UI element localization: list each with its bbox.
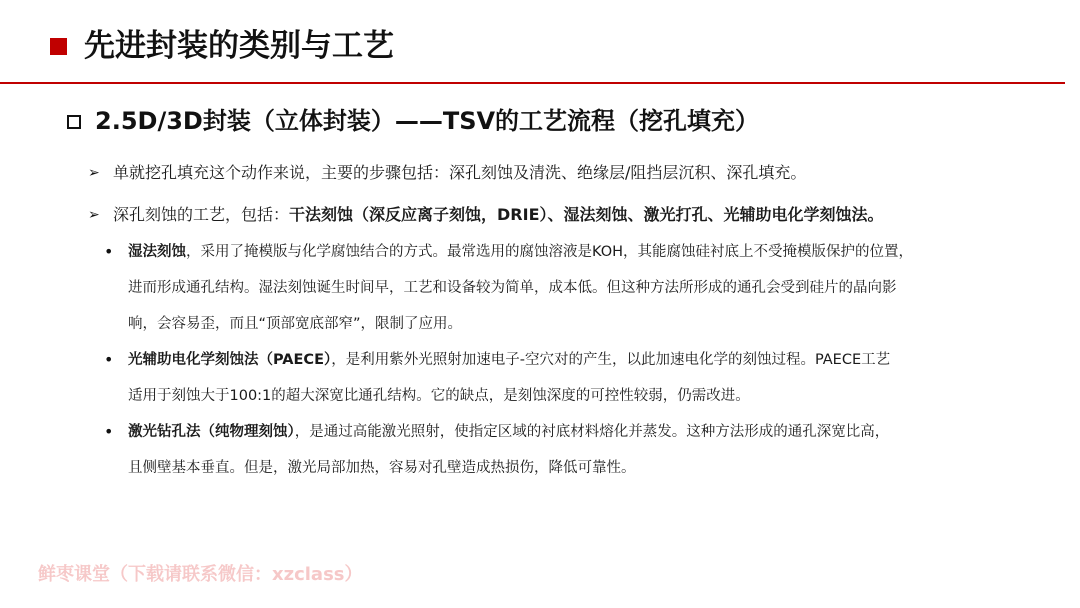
bullet-dot: • xyxy=(104,422,114,441)
footer-watermark: 鲜枣课堂（下载请联系微信：xzclass） xyxy=(38,564,363,585)
line-text: ，是利用紫外光照射加速电子-空穴对的产生，以此加速电化学的刻蚀过程。PAECE工艺 xyxy=(331,352,891,368)
bold-term: 湿法刻蚀 xyxy=(128,244,186,260)
bullet-paece xyxy=(128,342,988,414)
paragraph-line: 响，会容易歪，而且“顶部宽底部窄”，限制了应用。 xyxy=(128,316,463,332)
bullet-dot: • xyxy=(104,350,114,369)
etch-methods-prefix: 深孔刻蚀的工艺，包括： xyxy=(113,205,290,224)
arrow-point-etch-methods xyxy=(113,204,884,226)
arrow-point-steps: 单就挖孔填充这个动作来说，主要的步骤包括：深孔刻蚀及清洗、绝缘层/阻挡层沉积、深孔填充。 xyxy=(113,163,807,182)
title-divider xyxy=(0,82,1065,84)
etch-methods-list: 干法刻蚀（深反应离子刻蚀，DRIE）、湿法刻蚀、激光打孔、光辅助电化学刻蚀法。 xyxy=(289,205,884,224)
hollow-square-icon xyxy=(67,115,81,129)
bullet-wet-etching xyxy=(128,234,988,342)
title-marker-square xyxy=(50,38,67,55)
paragraph-line: 且侧壁基本垂直。但是，激光局部加热，容易对孔壁造成热损伤，降低可靠性。 xyxy=(128,460,636,476)
bullet-dot: • xyxy=(104,242,114,261)
paragraph-line xyxy=(128,342,988,378)
line-text: ，是通过高能激光照射，使指定区域的衬底材料熔化并蒸发。这种方法形成的通孔深宽比高， xyxy=(294,424,890,440)
bold-term: 光辅助电化学刻蚀法（PAECE） xyxy=(128,352,332,368)
line-text: ，采用了掩模版与化学腐蚀结合的方式。最常选用的腐蚀溶液是KOH，其能腐蚀硅衬底上不受掩模版保护的位置， xyxy=(186,244,914,260)
arrow-bullet-icon: ➢ xyxy=(88,165,100,181)
paragraph-line: 进而形成通孔结构。湿法刻蚀诞生时间早，工艺和设备较为简单，成本低。但这种方法所形成的通孔会受到硅片的晶向影 xyxy=(128,280,897,296)
bold-term: 激光钻孔法（纯物理刻蚀） xyxy=(128,424,295,440)
section-heading: 2.5D/3D封装（立体封装）——TSV的工艺流程（挖孔填充） xyxy=(95,107,760,135)
page-title: 先进封装的类别与工艺 xyxy=(84,28,394,64)
paragraph-line: 适用于刻蚀大于100:1的超大深宽比通孔结构。它的缺点，是刻蚀深度的可控性较弱，仍需改进。 xyxy=(128,388,750,404)
bullet-laser-drilling xyxy=(128,414,988,486)
paragraph-line xyxy=(128,414,988,450)
arrow-bullet-icon: ➢ xyxy=(88,207,100,223)
paragraph-line xyxy=(128,234,988,270)
